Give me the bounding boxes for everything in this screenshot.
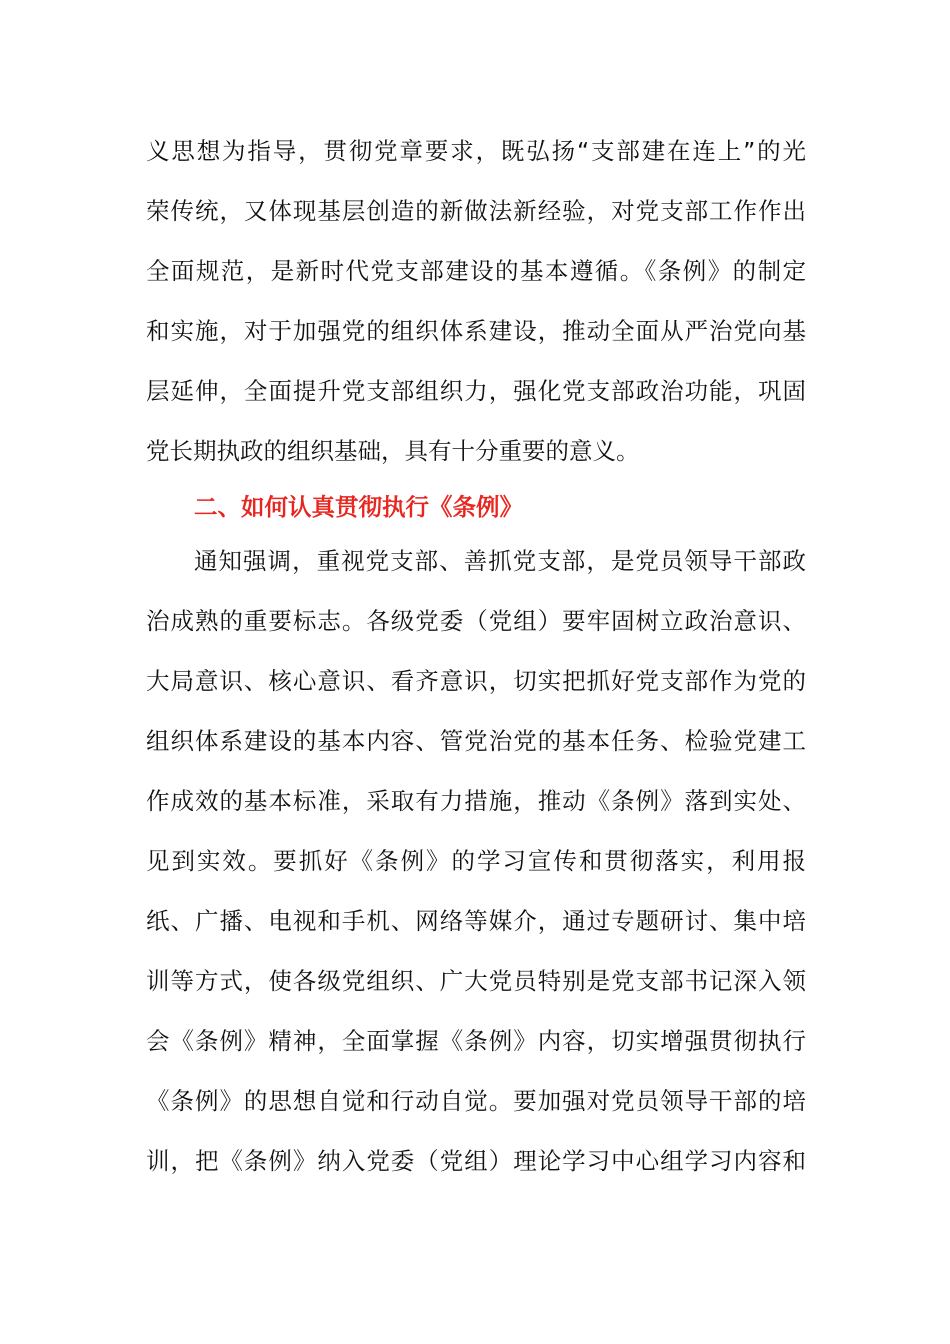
paragraph-2-line-5: 作成效的基本标准，采取有力措施，推动《条例》落到实处、 <box>146 787 806 815</box>
paragraph-2-line-8: 训等方式，使各级党组织、广大党员特别是党支部书记深入领 <box>146 967 806 995</box>
paragraph-1-line-5: 层延伸，全面提升党支部组织力，强化党支部政治功能，巩固 <box>146 377 806 405</box>
paragraph-2-line-4: 组织体系建设的基本内容、管党治党的基本任务、检验党建工 <box>146 727 806 755</box>
paragraph-2-line-1: 通知强调，重视党支部、善抓党支部，是党员领导干部政 <box>194 547 806 575</box>
paragraph-2-line-3: 大局意识、核心意识、看齐意识，切实把抓好党支部作为党的 <box>146 667 806 695</box>
paragraph-2-line-9: 会《条例》精神，全面掌握《条例》内容，切实增强贯彻执行 <box>146 1027 806 1055</box>
paragraph-2-line-7: 纸、广播、电视和手机、网络等媒介，通过专题研讨、集中培 <box>146 907 806 935</box>
paragraph-2-line-6: 见到实效。要抓好《条例》的学习宣传和贯彻落实，利用报 <box>146 847 806 875</box>
paragraph-1-line-2: 荣传统，又体现基层创造的新做法新经验，对党支部工作作出 <box>146 197 806 225</box>
section-heading: 二、如何认真贯彻执行《条例》 <box>194 493 523 521</box>
paragraph-1-line-3: 全面规范，是新时代党支部建设的基本遵循。《条例》的制定 <box>146 257 806 285</box>
paragraph-2-line-2: 治成熟的重要标志。各级党委（党组）要牢固树立政治意识、 <box>146 607 806 635</box>
paragraph-1-line-1: 义思想为指导，贯彻党章要求，既弘扬“支部建在连上”的光 <box>146 137 806 165</box>
paragraph-2-line-10: 《条例》的思想自觉和行动自觉。要加强对党员领导干部的培 <box>146 1087 806 1115</box>
paragraph-2-line-11: 训，把《条例》纳入党委（党组）理论学习中心组学习内容和 <box>146 1147 806 1175</box>
paragraph-1-line-6: 党长期执政的组织基础，具有十分重要的意义。 <box>146 437 640 465</box>
paragraph-1-line-4: 和实施，对于加强党的组织体系建设，推动全面从严治党向基 <box>146 317 806 345</box>
